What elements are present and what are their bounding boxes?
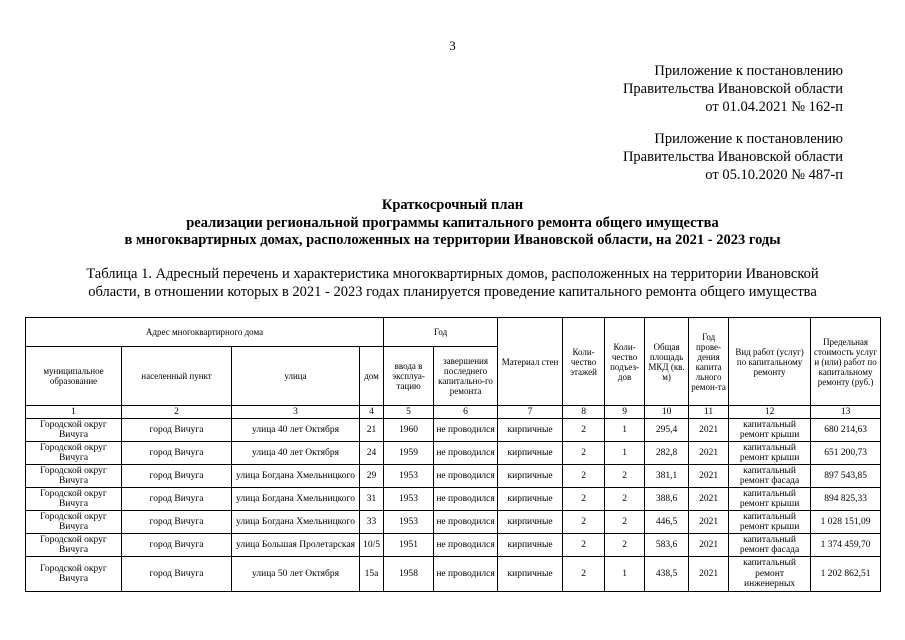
cell-work-type: капитальный ремонт крыши (729, 488, 811, 511)
appendix-2-line-3: от 05.10.2020 № 487-п (705, 167, 843, 183)
cell-work-type: капитальный ремонт фасада (729, 465, 811, 488)
cell-max-cost: 680 214,63 (811, 419, 881, 442)
cell-wall-material: кирпичные (498, 534, 563, 557)
cell-wall-material: кирпичные (498, 557, 563, 592)
cell-floors: 2 (563, 419, 605, 442)
cell-house: 21 (360, 419, 384, 442)
cell-street: улица Богдана Хмельницкого (232, 511, 360, 534)
cell-max-cost: 1 202 862,51 (811, 557, 881, 592)
column-number: 13 (811, 406, 881, 419)
column-number: 1 (26, 406, 122, 419)
cell-commissioning-year: 1953 (384, 488, 434, 511)
cell-last-repair: не проводился (434, 534, 498, 557)
column-number: 6 (434, 406, 498, 419)
cell-wall-material: кирпичные (498, 488, 563, 511)
header-max-cost: Предельная стоимость услуг и (или) работ по капитальному ремонту (руб.) (811, 318, 881, 406)
cell-street: улица 40 лет Октября (232, 419, 360, 442)
cell-settlement: город Вичуга (122, 534, 232, 557)
header-group-address: Адрес многоквартирного дома (26, 318, 384, 347)
cell-house: 15а (360, 557, 384, 592)
column-number: 9 (605, 406, 645, 419)
table-row (26, 534, 881, 557)
header-wall-material: Материал стен (498, 318, 563, 406)
table-row (26, 465, 881, 488)
column-number: 7 (498, 406, 563, 419)
cell-last-repair: не проводился (434, 488, 498, 511)
column-number: 2 (122, 406, 232, 419)
cell-max-cost: 897 543,85 (811, 465, 881, 488)
cell-municipality: Городской округ Вичуга (26, 511, 122, 534)
cell-commissioning-year: 1959 (384, 442, 434, 465)
cell-house: 29 (360, 465, 384, 488)
cell-repair-year: 2021 (689, 442, 729, 465)
column-number-row (26, 406, 881, 419)
column-number: 4 (360, 406, 384, 419)
page-number: 3 (449, 38, 456, 53)
cell-repair-year: 2021 (689, 488, 729, 511)
table-row (26, 419, 881, 442)
cell-municipality: Городской округ Вичуга (26, 534, 122, 557)
table-row (26, 557, 881, 592)
header-municipality: муниципальное образование (26, 347, 122, 406)
header-floors: Коли-чество этажей (563, 318, 605, 406)
cell-entrances: 2 (605, 511, 645, 534)
cell-municipality: Городской округ Вичуга (26, 465, 122, 488)
header-entrances: Коли-чество подъез-дов (605, 318, 645, 406)
cell-municipality: Городской округ Вичуга (26, 419, 122, 442)
cell-street: улица Богдана Хмельницкого (232, 465, 360, 488)
title-line-3: в многоквартирных домах, расположенных на территории Ивановской области, на 2021 - 2023 годы (124, 232, 781, 248)
cell-settlement: город Вичуга (122, 511, 232, 534)
cell-max-cost: 1 028 151,09 (811, 511, 881, 534)
appendix-2-line-1: Приложение к постановлению (654, 131, 843, 147)
cell-entrances: 1 (605, 557, 645, 592)
cell-house: 31 (360, 488, 384, 511)
column-number: 3 (232, 406, 360, 419)
cell-floors: 2 (563, 557, 605, 592)
cell-street: улица Большая Пролетарская (232, 534, 360, 557)
appendix-reference-1 (623, 62, 843, 116)
cell-entrances: 2 (605, 488, 645, 511)
cell-municipality: Городской округ Вичуга (26, 488, 122, 511)
title-line-2: реализации региональной программы капитального ремонта общего имущества (186, 214, 719, 231)
cell-repair-year: 2021 (689, 419, 729, 442)
header-repair-year: Год прове-дения капита льного ремон-та (689, 318, 729, 406)
cell-repair-year: 2021 (689, 465, 729, 488)
title-line-1: Краткосрочный план (381, 197, 524, 213)
header-street: улица (232, 347, 360, 406)
caption-line-2: области, в отношении которых в 2021 - 2023 годах планируется проведение капитального ремонта общего имущества (88, 283, 817, 300)
cell-commissioning-year: 1953 (384, 511, 434, 534)
cell-settlement: город Вичуга (122, 442, 232, 465)
cell-wall-material: кирпичные (498, 419, 563, 442)
cell-commissioning-year: 1953 (384, 465, 434, 488)
column-number: 10 (645, 406, 689, 419)
cell-entrances: 2 (605, 465, 645, 488)
header-settlement: населенный пункт (122, 347, 232, 406)
cell-settlement: город Вичуга (122, 488, 232, 511)
cell-wall-material: кирпичные (498, 511, 563, 534)
cell-commissioning-year: 1958 (384, 557, 434, 592)
cell-entrances: 1 (605, 419, 645, 442)
table-row (26, 488, 881, 511)
repair-plan-table (25, 317, 881, 592)
caption-line-1: Таблица 1. Адресный перечень и характеристика многоквартирных домов, расположенных на территории Ивановской (86, 266, 819, 282)
cell-area: 295,4 (645, 419, 689, 442)
cell-floors: 2 (563, 488, 605, 511)
cell-max-cost: 651 200,73 (811, 442, 881, 465)
cell-work-type: капитальный ремонт крыши (729, 419, 811, 442)
cell-entrances: 2 (605, 534, 645, 557)
table-row (26, 442, 881, 465)
header-last-repair-year: завершения последнего капитально-го ремонта (434, 347, 498, 406)
cell-wall-material: кирпичные (498, 465, 563, 488)
cell-area: 282,8 (645, 442, 689, 465)
cell-area: 388,6 (645, 488, 689, 511)
cell-repair-year: 2021 (689, 557, 729, 592)
cell-floors: 2 (563, 442, 605, 465)
cell-commissioning-year: 1960 (384, 419, 434, 442)
column-number: 5 (384, 406, 434, 419)
cell-floors: 2 (563, 511, 605, 534)
cell-commissioning-year: 1951 (384, 534, 434, 557)
appendix-1-line-3: от 01.04.2021 № 162-п (705, 99, 843, 115)
cell-settlement: город Вичуга (122, 557, 232, 592)
cell-house: 10/5 (360, 534, 384, 557)
cell-entrances: 1 (605, 442, 645, 465)
appendix-reference-2 (623, 130, 843, 184)
cell-street: улица 50 лет Октября (232, 557, 360, 592)
cell-last-repair: не проводился (434, 511, 498, 534)
column-number: 12 (729, 406, 811, 419)
cell-street: улица 40 лет Октября (232, 442, 360, 465)
cell-wall-material: кирпичные (498, 442, 563, 465)
column-number: 11 (689, 406, 729, 419)
cell-floors: 2 (563, 465, 605, 488)
header-house: дом (360, 347, 384, 406)
cell-house: 24 (360, 442, 384, 465)
header-commissioning-year: ввода в эксплуа-тацию (384, 347, 434, 406)
appendix-1-line-2: Правительства Ивановской области (622, 81, 843, 97)
cell-floors: 2 (563, 534, 605, 557)
column-number: 8 (563, 406, 605, 419)
table-caption (30, 266, 875, 301)
cell-last-repair: не проводился (434, 557, 498, 592)
cell-work-type: капитальный ремонт крыши (729, 442, 811, 465)
header-group-year: Год (384, 318, 498, 347)
cell-max-cost: 894 825,33 (811, 488, 881, 511)
cell-area: 583,6 (645, 534, 689, 557)
cell-last-repair: не проводился (434, 442, 498, 465)
cell-work-type: капитальный ремонт крыши (729, 511, 811, 534)
cell-area: 438,5 (645, 557, 689, 592)
cell-settlement: город Вичуга (122, 419, 232, 442)
cell-area: 446,5 (645, 511, 689, 534)
cell-house: 33 (360, 511, 384, 534)
cell-work-type: капитальный ремонт инженерных (729, 557, 811, 592)
appendix-1-line-1: Приложение к постановлению (654, 63, 843, 79)
cell-last-repair: не проводился (434, 465, 498, 488)
header-area: Общая площадь МКД (кв. м) (645, 318, 689, 406)
cell-municipality: Городской округ Вичуга (26, 442, 122, 465)
appendix-2-line-2: Правительства Ивановской области (622, 149, 843, 165)
cell-street: улица Богдана Хмельницкого (232, 488, 360, 511)
cell-municipality: Городской округ Вичуга (26, 557, 122, 592)
table-row (26, 511, 881, 534)
header-work-type: Вид работ (услуг) по капитальному ремонту (729, 318, 811, 406)
cell-work-type: капитальный ремонт фасада (729, 534, 811, 557)
cell-repair-year: 2021 (689, 511, 729, 534)
cell-area: 381,1 (645, 465, 689, 488)
cell-settlement: город Вичуга (122, 465, 232, 488)
cell-repair-year: 2021 (689, 534, 729, 557)
cell-max-cost: 1 374 459,70 (811, 534, 881, 557)
document-title (0, 197, 905, 250)
cell-last-repair: не проводился (434, 419, 498, 442)
